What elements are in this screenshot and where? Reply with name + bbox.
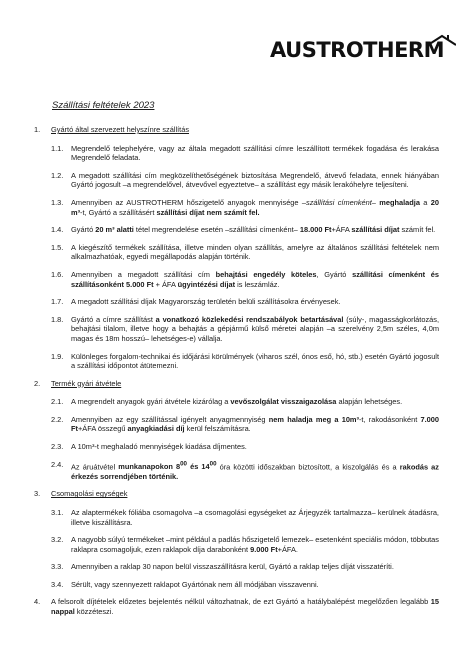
item-number: 3.3.	[51, 562, 64, 572]
condition-item	[51, 243, 439, 262]
section-number: 2.	[34, 378, 41, 388]
section-title: Csomagolási egységek	[51, 489, 128, 499]
condition-item	[51, 460, 439, 482]
item-number: 2.4.	[51, 459, 64, 469]
section-number: 1.	[34, 125, 41, 134]
condition-item	[51, 508, 439, 527]
item-text: A kiegészítő termékek szállítása, illetve minden olyan szállítás, amelyre az általános szállítási feltételek nem alkalmazhatóak, egyedi megállapodás alapján történik.	[71, 242, 439, 262]
section-heading	[34, 489, 439, 499]
condition-item	[51, 442, 439, 452]
section-title: Gyártó által szervezett helyszínre szállítás	[51, 125, 190, 134]
condition-item	[51, 535, 439, 554]
item-number: 1.3.	[51, 197, 64, 207]
item-text: Amennyiben az egy szállítással igényelt anyagmennyiség nem haladja meg a 10m³-t, rakodásonként 7.000 Ft+ÁFA összegű anyagkiadási díj kerül felszámításra.	[71, 414, 440, 434]
item-number: 3.1.	[51, 507, 64, 517]
item-text: Amennyiben a raklap 30 napon belül visszaszállításra kerül, Gyártó a raklap teljes díját visszatéríti.	[71, 562, 394, 572]
item-number: 2.3.	[51, 442, 64, 452]
item-text: Különleges forgalom-technikai és időjárási körülmények (viharos szél, ónos eső, hó, stb.) esetén Gyártó jogosult a szállítási időpontot átütemezni.	[71, 351, 439, 371]
item-text: A 10m³-t meghaladó mennyiségek kiadása díjmentes.	[71, 442, 247, 452]
item-number: 2.1.	[51, 397, 64, 407]
condition-item	[51, 397, 439, 407]
item-text: A nagyobb súlyú termékeket –mint például a padlás hőszigetelő lemezek– esetenként speciális módon, többutas raklapra csomagoljuk, ezen raklapok díja darabonként 9.000 Ft+ÁFA.	[71, 535, 439, 554]
condition-item	[51, 198, 439, 217]
item-number: 1.7.	[51, 297, 64, 307]
section-title: Termék gyári átvétele	[51, 378, 122, 388]
condition-item	[51, 415, 439, 434]
item-number: 1.8.	[51, 314, 64, 324]
condition-item	[51, 315, 439, 344]
item-text: Gyártó 20 m³ alatti tétel megrendelése esetén –szállítási címenként– 18.000 Ft+ÁFA szállítási díjat számít fel.	[71, 225, 436, 235]
item-text: A megadott szállítási díjak Magyarország területén belüli szállításokra érvényesek.	[71, 297, 341, 307]
item-number: 3.2.	[51, 535, 64, 545]
item-number: 3.4.	[51, 579, 64, 589]
condition-item	[51, 144, 439, 163]
item-text: Amennyiben a megadott szállítási cím behajtási engedély köteles, Gyártó szállítási címenként és szállításonként 5.000 Ft + ÁFA ügyintézési díjat is leszámláz.	[71, 269, 440, 289]
section-heading	[34, 379, 439, 389]
section-1	[34, 125, 439, 371]
item-text: Az áruátvétel munkanapokon $8^{00}$ és $14^{00}$ óra közötti időszakban biztosított, a kiszolgálás és a rakodás az érkezés sorrendjében történik.	[71, 460, 439, 481]
item-number: 1.1.	[51, 143, 64, 153]
item-number: 1.2.	[51, 170, 64, 180]
condition-item	[51, 171, 439, 190]
item-text: Amennyiben az AUSTROTHERM hőszigetelő anyagok mennyisége –szállítási címenként– meghaladja a 20 m³-t, Gyártó a szállításért szállítási díjat nem számít fel.	[71, 197, 439, 217]
item-number: 1.9.	[51, 351, 64, 361]
item-text: Gyártó a címre szállítást a vonatkozó közlekedési rendszabályok betartásával (súly-, magasságkorlátozás, behajtási tilalom, illetve hogy a behajtás a gépjármű külső méretei alapján –a szerelvény 2,5m széles, 4,0m magas és 18m hosszú– lehetséges-e) vállalja.	[71, 314, 439, 343]
item-number: 1.4.	[51, 225, 64, 235]
final-note	[34, 597, 439, 616]
item-text: A megrendelt anyagok gyári átvétele kizárólag a vevőszolgálat visszaigazolása alapján lehetséges.	[71, 397, 403, 407]
section-number: 3.	[34, 489, 41, 499]
condition-item	[51, 225, 439, 235]
item-text: A megadott szállítási cím megközelíthetőségének biztosítása Megrendelő, átvevő feladata, ennek hiányában Gyártó jogosult –a megrendelővel, átvevővel egyeztetve– a szállítást egy másik lerakóhelyre teljesíteni.	[71, 170, 439, 190]
section-3	[34, 489, 439, 589]
item-number: 1.6.	[51, 269, 64, 279]
condition-item	[51, 352, 439, 371]
logo-wordmark: AUSTROTHERM	[270, 38, 444, 62]
condition-item	[51, 270, 439, 289]
item-number: 1.5.	[51, 242, 64, 252]
condition-item	[51, 297, 439, 307]
section-2	[34, 379, 439, 482]
conditions-content	[34, 125, 439, 617]
item-text: Sérült, vagy szennyezett raklapot Gyártónak nem áll módjában visszavenni.	[71, 579, 319, 589]
final-number: 4.	[34, 597, 41, 607]
austrotherm-logo	[270, 40, 444, 61]
section-heading	[34, 125, 439, 135]
condition-item	[51, 580, 439, 590]
item-text: Megrendelő telephelyére, vagy az általa megadott szállítási címre leszállított termékek fogadása és lerakása Megrendelő feladata.	[71, 143, 439, 163]
logo-roof-icon	[428, 34, 456, 46]
final-text: A felsorolt díjtételek előzetes bejelentés nélkül változhatnak, de ezt Gyártó a hatálybalépést megelőzően legalább 15 nappal közzéteszi.	[51, 597, 439, 617]
item-number: 2.2.	[51, 414, 64, 424]
document-title: Szállítási feltételek 2023	[52, 100, 155, 111]
item-text: Az alaptermékek fóliába csomagolva –a csomagolási egységeket az Árjegyzék tartalmazza– kerülnek átadásra, illetve kiszállításra.	[71, 507, 439, 527]
condition-item	[51, 562, 439, 572]
